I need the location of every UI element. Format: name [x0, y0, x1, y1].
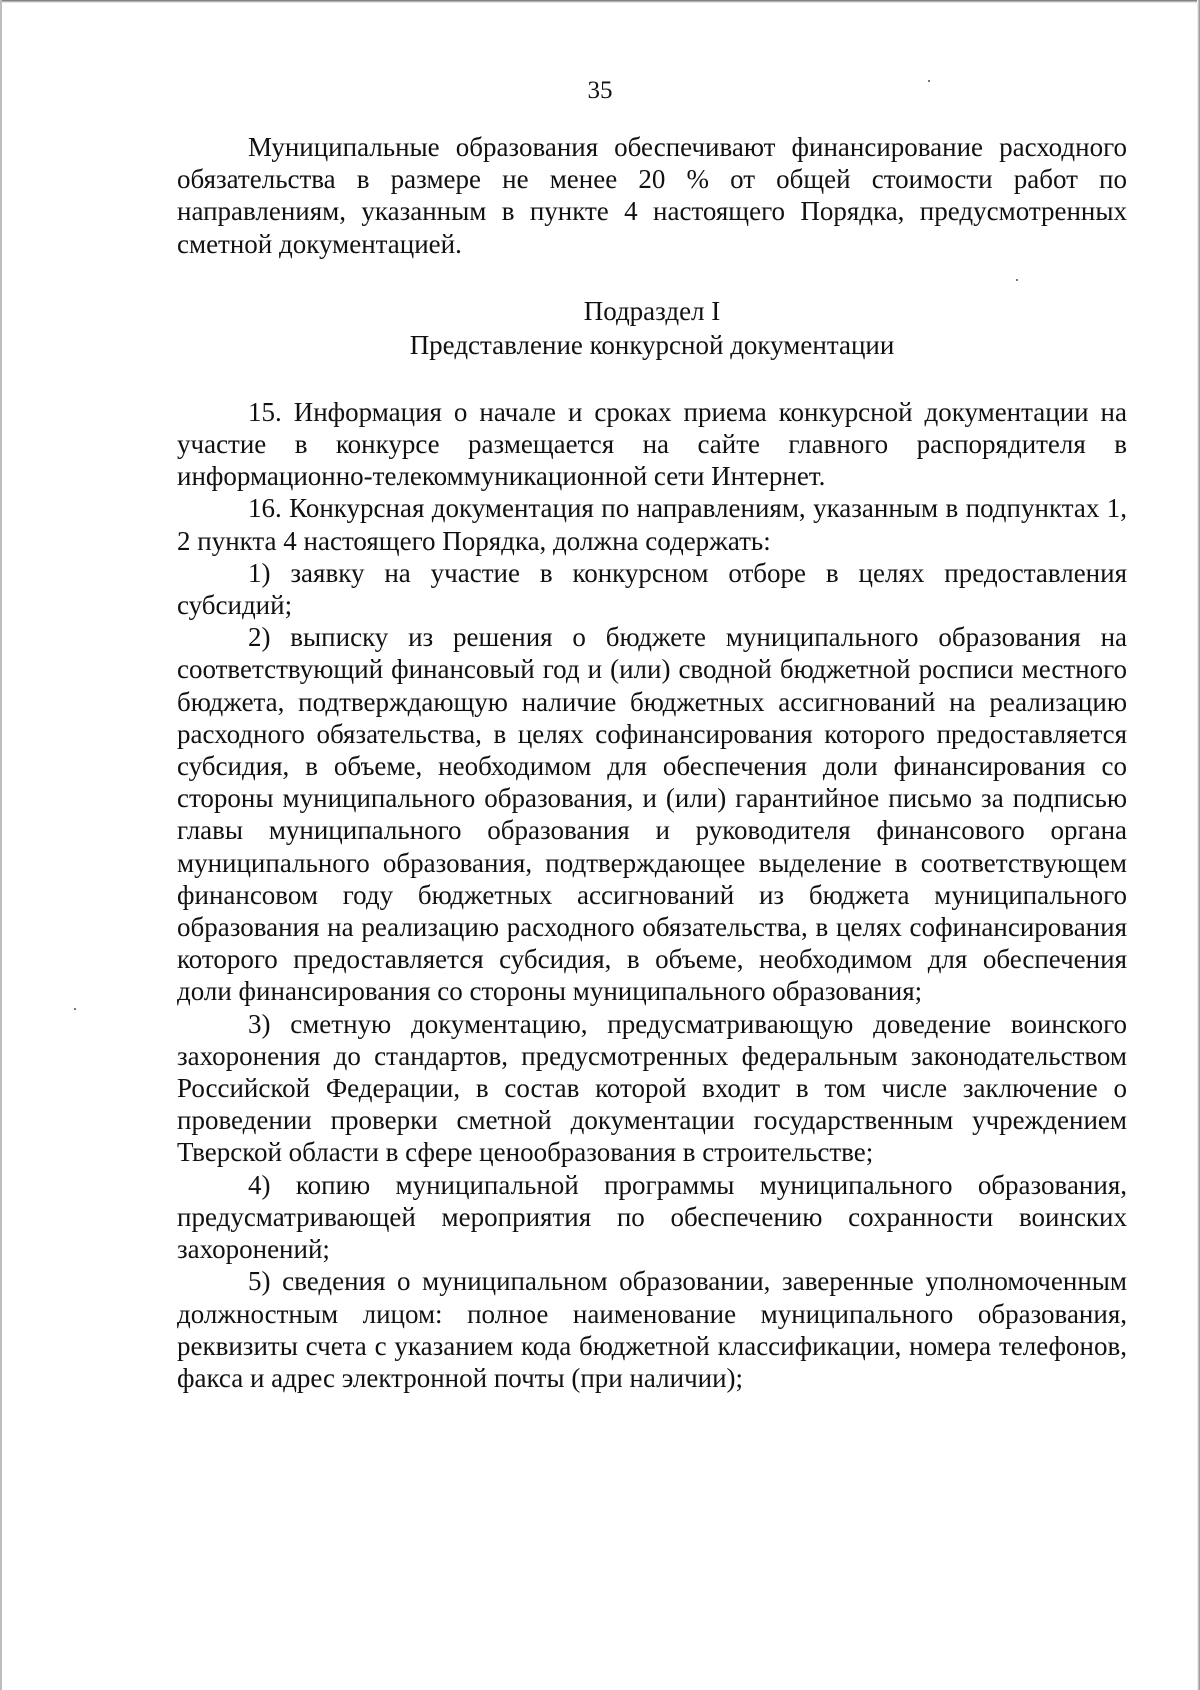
subsection-title: Представление конкурсной документации [409, 329, 895, 360]
list-item-3: 3) сметную документацию, предусматривающую доведение воинского захоронения до стандартов, предусмотренных федеральным законодательством Российской Федерации, в состав которой входит в том числе заключение о проведении проверки сметной документации государственным учреждением Тверской области в сфере ценообразования в строительстве; [177, 1008, 1127, 1168]
page-number: 35 [587, 77, 613, 104]
subsection-heading [177, 294, 1127, 362]
scan-speck [74, 1008, 76, 1010]
list-item-5: 5) сведения о муниципальном образовании, заверенные уполномоченным должностным лицом: полное наименование муниципального образования, реквизиты счета с указанием кода бюджетной классификации, номера телефонов, факса и адрес электронной почты (при наличии); [177, 1266, 1127, 1393]
paragraph-15: 15. Информация о начале и сроках приема конкурсной документации на участие в конкурсе размещается на сайте главного распорядителя в информационно-телекоммуникационной сети Интернет. [177, 396, 1127, 492]
paragraph-16: 16. Конкурсная документация по направлениям, указанным в подпунктах 1, 2 пункта 4 настоящего Порядка, должна содержать: [177, 493, 1127, 556]
subsection-label: Подраздел I [583, 295, 721, 326]
scan-edge-top [0, 0, 1200, 3]
scan-edge-left [0, 0, 2, 1690]
list-item-2: 2) выписку из решения о бюджете муниципального образования на соответствующий финансовый год и (или) сводной бюджетной росписи местного бюджета, подтверждающую наличие бюджетных ассигнований на реализацию расходного обязательства, в целях софинансирования которого предоставляется субсидия, в объеме, необходимом для обеспечения доли финансирования со стороны муниципального образования, и (или) гарантийное письмо за подписью главы муниципального образования и руководителя финансового органа муниципального образования, подтверждающее выделение в соответствующем финансовом году бюджетных ассигнований из бюджета муниципального образования на реализацию расходного обязательства, в целях софинансирования которого предоставляется субсидия, в объеме, необходимом для обеспечения доли финансирования со стороны муниципального образования; [177, 622, 1127, 1007]
intro-paragraph: Муниципальные образования обеспечивают финансирование расходного обязательства в размере не менее 20 % от общей стоимости работ по направлениям, указанным в пункте 4 настоящего Порядка, предусмотренных сметной документацией. [177, 132, 1127, 259]
list-item-4: 4) копию муниципальной программы муниципального образования, предусматривающей мероприятия по обеспечению сохранности воинских захоронений; [177, 1169, 1127, 1265]
list-item-1: 1) заявку на участие в конкурсном отборе в целях предоставления субсидий; [177, 557, 1127, 621]
document-body [177, 131, 1127, 1394]
